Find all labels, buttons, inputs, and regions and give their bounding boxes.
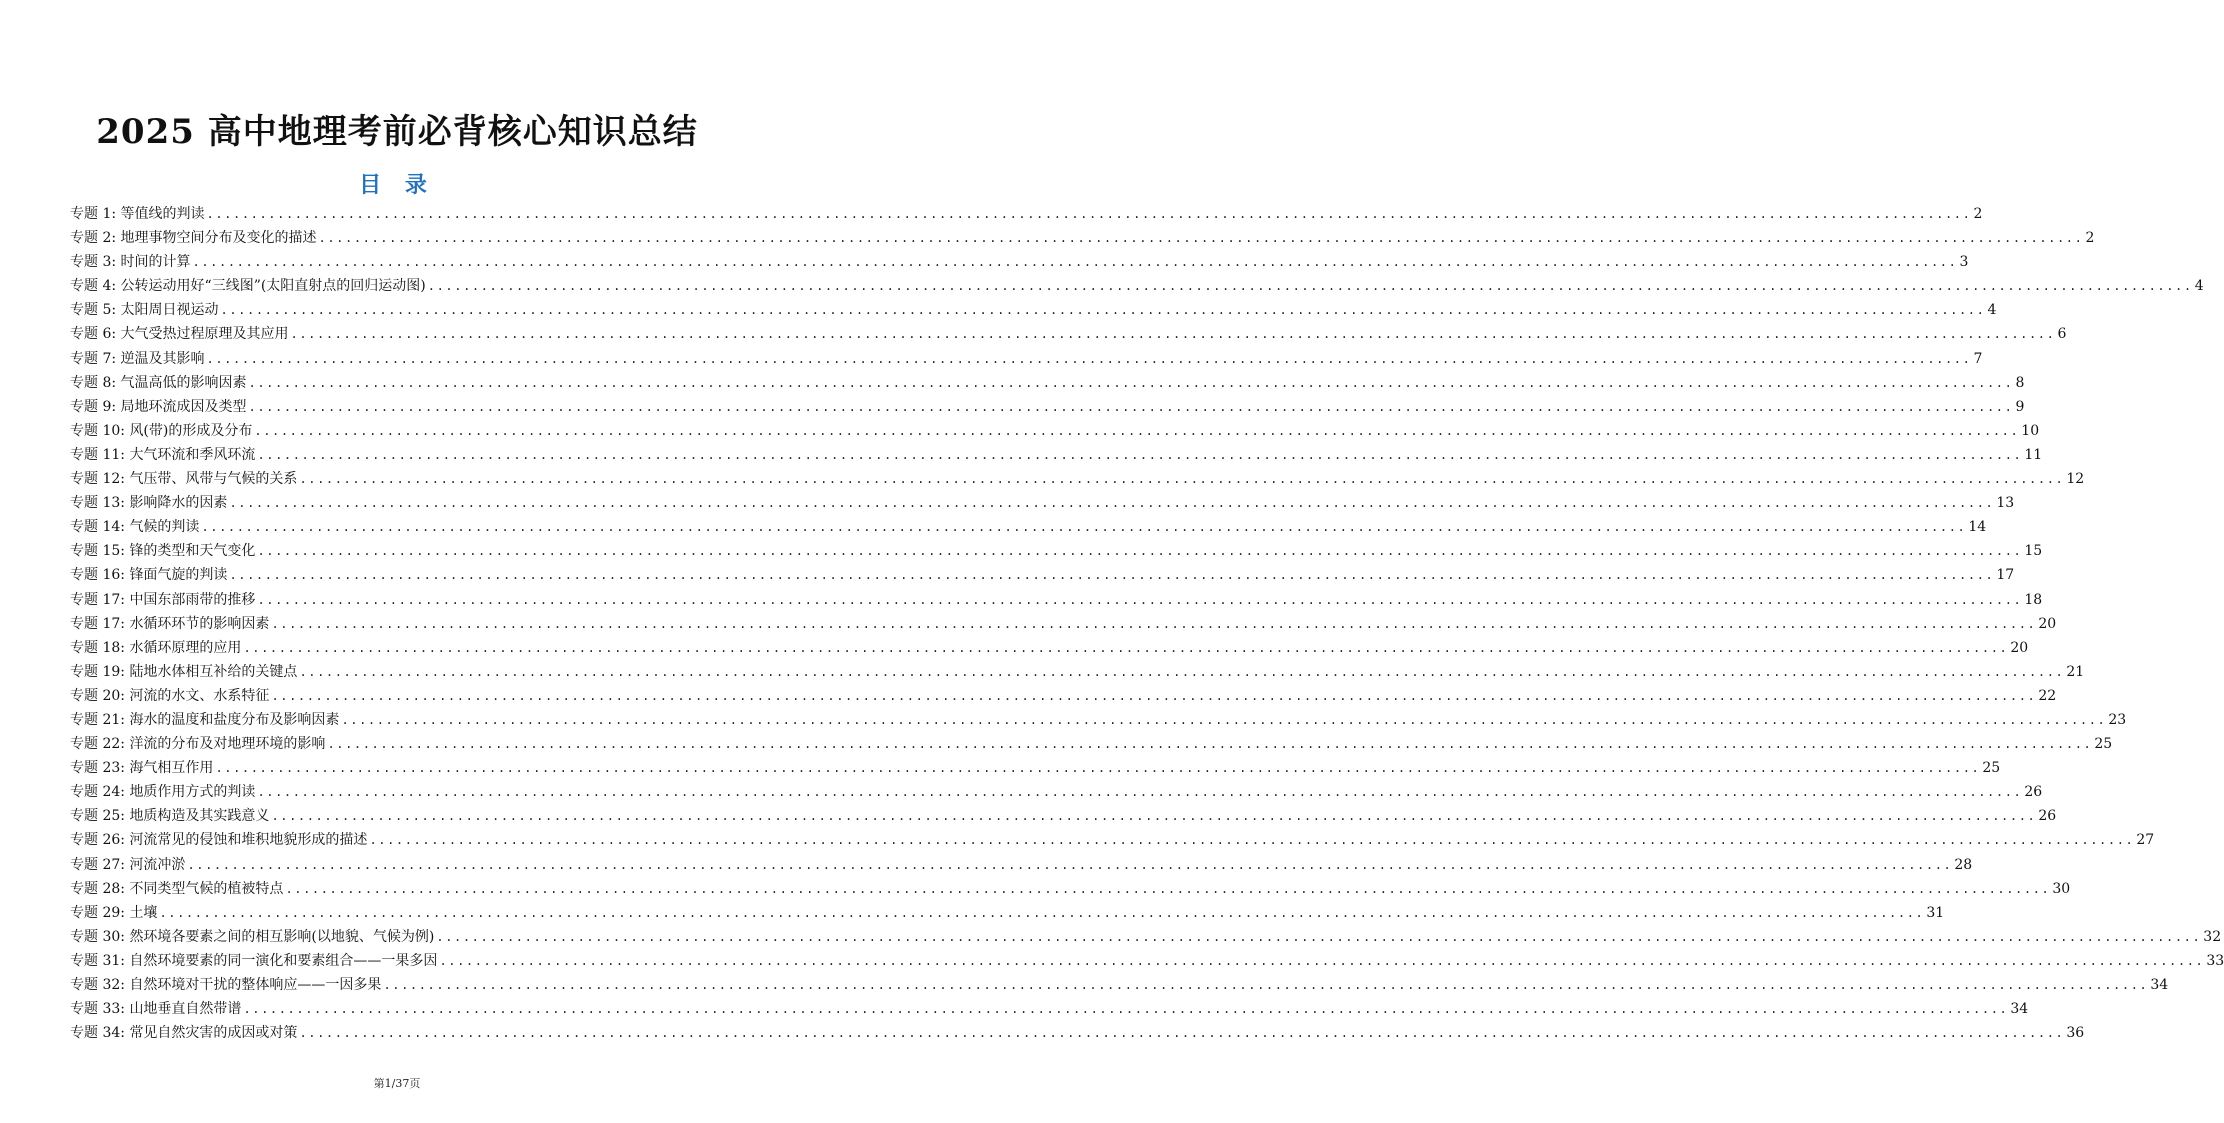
- toc-dot-leader: ........................................................................................................................................................................................................: [299, 664, 2065, 679]
- toc-entry-title: 地理事物空间分布及变化的描述: [120, 230, 317, 247]
- toc-entry-page: 2: [1973, 206, 1983, 222]
- toc-dot-leader: ........................................................................................................................................................................................................: [187, 857, 1953, 872]
- toc-entry-title: 山地垂直自然带谱: [129, 1001, 242, 1018]
- toc-entry[interactable]: [70, 684, 2057, 708]
- toc-entry-title: 大气环流和季风环流: [129, 446, 256, 463]
- toc-entry-label: 专题 25:: [70, 808, 125, 825]
- toc-entry-page: 25: [2094, 736, 2113, 753]
- toc-entry-label: 专题 33:: [70, 1001, 125, 1018]
- toc-dot-leader: ........................................................................................................................................................................................................: [299, 472, 2065, 487]
- toc-entry-title: 洋流的分布及对地理环境的影响: [129, 736, 326, 753]
- toc-entry-label: 专题 34:: [70, 1025, 125, 1042]
- toc-entry-label: 专题 29:: [70, 904, 125, 921]
- toc-entry-label: 专题 7:: [70, 350, 117, 367]
- toc-entry-page: 34: [2150, 977, 2169, 993]
- toc-dot-leader: ........................................................................................................................................................................................................: [257, 447, 2023, 462]
- toc-entry-page: 13: [1996, 495, 2015, 512]
- toc-entry[interactable]: [70, 491, 2015, 515]
- toc-entry[interactable]: [70, 612, 2057, 636]
- toc-entry-title: 时间的计算: [120, 254, 191, 271]
- toc-entry[interactable]: [70, 732, 2113, 756]
- toc-entry[interactable]: [70, 443, 2043, 467]
- toc-entry-page: 14: [1968, 519, 1987, 536]
- toc-dot-leader: ........................................................................................................................................................................................................: [427, 279, 2193, 294]
- toc-entry-title: 逆温及其影响: [120, 350, 205, 367]
- toc-entry-page: 18: [2024, 591, 2043, 608]
- toc-entry-label: 专题 31:: [70, 952, 125, 969]
- toc-entry-label: 专题 3:: [70, 254, 117, 271]
- toc-entry-title: 河流的水文、水系特征: [129, 687, 270, 704]
- toc-entry[interactable]: [70, 901, 1945, 925]
- toc-entry-title: 水循环原理的应用: [129, 639, 242, 656]
- toc-dot-leader: ........................................................................................................................................................................................................: [383, 978, 2149, 992]
- toc-entry-title: 自然环境要素的同一演化和要素组合——一果多因: [129, 952, 438, 969]
- toc-entry-page: 32: [2203, 928, 2222, 945]
- toc-dot-leader: ........................................................................................................................................................................................................: [206, 207, 1972, 221]
- toc-entry-page: 11: [2024, 446, 2043, 463]
- toc-entry[interactable]: [70, 419, 2040, 443]
- toc-entry[interactable]: [70, 877, 2071, 901]
- toc-entry-page: 17: [1996, 567, 2015, 584]
- toc-entry-page: 22: [2038, 687, 2057, 704]
- toc-dot-leader: ........................................................................................................................................................................................................: [192, 255, 1958, 270]
- toc-entry[interactable]: [70, 853, 1973, 877]
- toc-heading: 目 录: [359, 172, 435, 198]
- toc-dot-leader: ........................................................................................................................................................................................................: [220, 303, 1986, 318]
- toc-dot-leader: ........................................................................................................................................................................................................: [285, 881, 2051, 896]
- toc-entry-page: 33: [2206, 952, 2224, 969]
- toc-entry-title: 水循环环节的影响因素: [129, 615, 270, 632]
- toc-entry-label: 专题 20:: [70, 687, 125, 704]
- toc-entry-page: 34: [2010, 1001, 2029, 1018]
- toc-entry-label: 专题 27:: [70, 856, 125, 873]
- toc-entry-title: 河流常见的侵蚀和堆积地貌形成的描述: [129, 832, 368, 849]
- toc-entry-title: 中国东部雨带的推移: [129, 591, 256, 608]
- toc-entry-title: 等值线的判读: [120, 206, 205, 222]
- toc-entry-page: 7: [1973, 350, 1983, 367]
- toc-entry[interactable]: [70, 347, 1983, 371]
- toc-entry[interactable]: [70, 226, 2095, 250]
- toc-entry-label: 专题 4:: [70, 278, 117, 295]
- toc-dot-leader: ........................................................................................................................................................................................................: [436, 929, 2202, 944]
- toc-entry-title: 地质作用方式的判读: [129, 784, 256, 801]
- page-footer: 第1/37页: [373, 1077, 421, 1090]
- toc-entry-label: 专题 14:: [70, 519, 125, 536]
- toc-dot-leader: ........................................................................................................................................................................................................: [201, 520, 1967, 535]
- toc-entry-page: 8: [2015, 374, 2025, 391]
- toc-dot-leader: ........................................................................................................................................................................................................: [327, 737, 2093, 752]
- toc-entry-page: 36: [2066, 1025, 2085, 1042]
- toc-entry-label: 专题 17:: [70, 615, 125, 632]
- toc-dot-leader: ........................................................................................................................................................................................................: [254, 423, 2020, 438]
- toc-entry[interactable]: [70, 250, 1969, 274]
- toc-entry-label: 专题 6:: [70, 326, 117, 343]
- toc-entry-page: 4: [1987, 302, 1997, 319]
- toc-entry-label: 专题 11:: [70, 446, 125, 463]
- toc-entry-page: 20: [2010, 639, 2029, 656]
- toc-entry-label: 专题 13:: [70, 495, 125, 512]
- toc-entry[interactable]: [70, 708, 2127, 732]
- toc-entry-page: 10: [2021, 422, 2040, 439]
- toc-dot-leader: ........................................................................................................................................................................................................: [257, 785, 2023, 800]
- toc-entry-label: 专题 21:: [70, 711, 125, 728]
- toc-dot-leader: ........................................................................................................................................................................................................: [248, 399, 2014, 414]
- toc-dot-leader: ........................................................................................................................................................................................................: [318, 231, 2084, 246]
- toc-entry[interactable]: [70, 539, 2043, 563]
- toc-dot-leader: ........................................................................................................................................................................................................: [229, 568, 1995, 583]
- toc-entry-label: 专题 2:: [70, 230, 117, 247]
- toc-entry-label: 专题 12:: [70, 471, 125, 488]
- toc-entry-title: 常见自然灾害的成因或对策: [129, 1025, 298, 1042]
- toc-entry[interactable]: [70, 274, 2204, 298]
- toc-entry-title: 公转运动用好“三线图”(太阳直射点的回归运动图): [120, 278, 426, 295]
- toc-entry-title: 大气受热过程原理及其应用: [120, 326, 289, 343]
- toc-entry-title: 影响降水的因素: [129, 495, 228, 512]
- toc-entry-title: 然环境各要素之间的相互影响(以地貌、气候为例): [129, 928, 435, 945]
- toc-entry-title: 土壤: [129, 904, 158, 921]
- toc-entry-page: 30: [2052, 880, 2071, 897]
- toc-entry[interactable]: [70, 804, 2057, 828]
- toc-entry[interactable]: [70, 660, 2085, 684]
- toc-entry-page: 25: [1982, 760, 2001, 777]
- toc-dot-leader: ........................................................................................................................................................................................................: [271, 616, 2037, 631]
- toc-dot-leader: ........................................................................................................................................................................................................: [243, 640, 2009, 655]
- toc-entry-label: 专题 18:: [70, 639, 125, 656]
- toc-dot-leader: ........................................................................................................................................................................................................: [299, 1026, 2065, 1041]
- toc-entry-label: 专题 1:: [70, 206, 117, 222]
- toc-entry-title: 自然环境对干扰的整体响应——一因多果: [129, 977, 382, 993]
- toc-entry-title: 锋的类型和天气变化: [129, 543, 256, 560]
- toc-entry[interactable]: [70, 588, 2043, 612]
- toc-entry[interactable]: [70, 925, 2222, 949]
- toc-entry-page: 21: [2066, 663, 2085, 680]
- toc-entry-label: 专题 24:: [70, 784, 125, 801]
- table-of-contents: [70, 202, 2224, 1045]
- toc-dot-leader: ........................................................................................................................................................................................................: [215, 761, 1981, 776]
- toc-entry-page: 26: [2038, 808, 2057, 825]
- toc-entry-label: 专题 9:: [70, 398, 117, 415]
- toc-dot-leader: ........................................................................................................................................................................................................: [257, 544, 2023, 559]
- toc-entry[interactable]: [70, 949, 2224, 973]
- toc-entry-label: 专题 15:: [70, 543, 125, 560]
- document-title: 2025 高中地理考前必背核心知识总结: [96, 112, 698, 152]
- toc-dot-leader: ........................................................................................................................................................................................................: [290, 327, 2056, 342]
- toc-dot-leader: ........................................................................................................................................................................................................: [439, 953, 2205, 968]
- toc-dot-leader: ........................................................................................................................................................................................................: [229, 496, 1995, 511]
- toc-dot-leader: ........................................................................................................................................................................................................: [369, 833, 2135, 848]
- toc-entry-title: 海气相互作用: [129, 760, 214, 777]
- toc-entry-label: 专题 19:: [70, 663, 125, 680]
- toc-entry[interactable]: [70, 636, 2029, 660]
- toc-entry[interactable]: [70, 515, 1987, 539]
- toc-entry-page: 2: [2085, 230, 2095, 247]
- toc-dot-leader: ........................................................................................................................................................................................................: [341, 712, 2107, 727]
- toc-entry[interactable]: [70, 467, 2085, 491]
- toc-entry-page: 15: [2024, 543, 2043, 560]
- toc-entry[interactable]: [70, 322, 2067, 346]
- toc-dot-leader: ........................................................................................................................................................................................................: [271, 809, 2037, 824]
- toc-entry-title: 气温高低的影响因素: [120, 374, 247, 391]
- toc-entry-label: 专题 22:: [70, 736, 125, 753]
- toc-entry[interactable]: [70, 973, 2169, 997]
- toc-entry-label: 专题 30:: [70, 928, 125, 945]
- toc-entry-label: 专题 5:: [70, 302, 117, 319]
- toc-entry-title: 气候的判读: [129, 519, 200, 536]
- toc-entry[interactable]: [70, 756, 2001, 780]
- toc-entry[interactable]: [70, 828, 2155, 852]
- toc-entry-page: 9: [2015, 398, 2025, 415]
- toc-entry-title: 地质构造及其实践意义: [129, 808, 270, 825]
- toc-entry-page: 27: [2136, 832, 2155, 849]
- toc-dot-leader: ........................................................................................................................................................................................................: [206, 351, 1972, 366]
- toc-entry-label: 专题 10:: [70, 422, 125, 439]
- toc-dot-leader: ........................................................................................................................................................................................................: [159, 905, 1925, 920]
- toc-entry-title: 河流冲淤: [129, 856, 186, 873]
- toc-entry-page: 31: [1926, 904, 1945, 921]
- toc-entry-label: 专题 17:: [70, 591, 125, 608]
- toc-entry-title: 风(带)的形成及分布: [129, 422, 253, 439]
- toc-entry-label: 专题 32:: [70, 977, 125, 993]
- toc-entry-label: 专题 26:: [70, 832, 125, 849]
- toc-entry[interactable]: [70, 1021, 2085, 1045]
- toc-entry-label: 专题 8:: [70, 374, 117, 391]
- toc-dot-leader: ........................................................................................................................................................................................................: [248, 375, 2014, 390]
- toc-entry-title: 陆地水体相互补给的关键点: [129, 663, 298, 680]
- toc-entry[interactable]: [70, 298, 1997, 322]
- toc-entry-label: 专题 28:: [70, 880, 125, 897]
- toc-entry-label: 专题 16:: [70, 567, 125, 584]
- toc-entry-title: 太阳周日视运动: [120, 302, 219, 319]
- toc-entry-page: 3: [1959, 254, 1969, 271]
- toc-dot-leader: ........................................................................................................................................................................................................: [271, 688, 2037, 703]
- toc-entry[interactable]: [70, 563, 2015, 587]
- toc-entry-title: 不同类型气候的植被特点: [129, 880, 284, 897]
- toc-entry[interactable]: [70, 202, 1983, 226]
- toc-dot-leader: ........................................................................................................................................................................................................: [243, 1002, 2009, 1017]
- toc-entry-page: 23: [2108, 711, 2127, 728]
- toc-entry-page: 4: [2194, 278, 2204, 295]
- toc-entry[interactable]: [70, 395, 2025, 419]
- toc-entry-page: 12: [2066, 471, 2085, 488]
- toc-entry-page: 28: [1954, 856, 1973, 873]
- toc-entry-title: 局地环流成因及类型: [120, 398, 247, 415]
- toc-entry-page: 20: [2038, 615, 2057, 632]
- toc-entry-page: 26: [2024, 784, 2043, 801]
- toc-entry[interactable]: [70, 371, 2025, 395]
- toc-entry[interactable]: [70, 997, 2029, 1021]
- toc-entry-label: 专题 23:: [70, 760, 125, 777]
- toc-entry-title: 海水的温度和盐度分布及影响因素: [129, 711, 340, 728]
- toc-entry-title: 锋面气旋的判读: [129, 567, 228, 584]
- toc-entry[interactable]: [70, 780, 2043, 804]
- toc-dot-leader: ........................................................................................................................................................................................................: [257, 592, 2023, 607]
- toc-entry-title: 气压带、风带与气候的关系: [129, 471, 298, 488]
- toc-entry-page: 6: [2057, 326, 2067, 343]
